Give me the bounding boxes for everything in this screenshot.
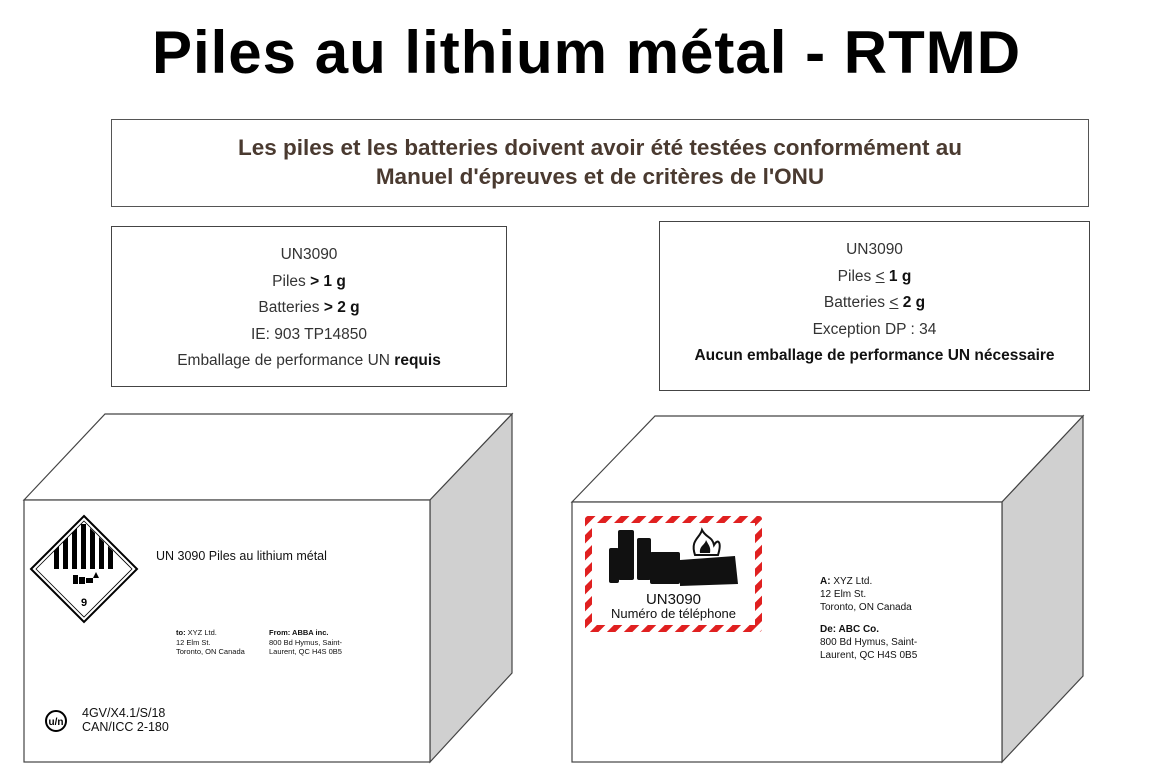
piles-limit: Piles > 1 g — [272, 272, 346, 290]
page-title: Piles au lithium métal - RTMD — [151, 19, 1022, 86]
mark-un-number: UN3090 Numéro de téléphone — [610, 591, 737, 621]
recipient-address: A: XYZ Ltd. 12 Elm St. Toronto, ON Canada — [820, 576, 912, 613]
packing-instruction: IE: 903 TP14850 — [250, 325, 368, 343]
batteries-limit: Batteries > 2 g — [258, 299, 360, 316]
un-number: UN3090 — [280, 246, 338, 263]
svg-text:u/n: u/n — [48, 717, 64, 728]
un-specification-mark: 4GV/X4.1/S/18 CAN/ICC 2-180 — [82, 706, 169, 734]
batteries-limit: Batteries < 2 g — [823, 294, 926, 311]
banner-line-1: Les piles et les batteries doivent avoir été testées conformément au — [237, 135, 962, 160]
exception-reference: Exception DP : 34 — [812, 320, 937, 338]
piles-limit: Piles < 1 g — [837, 267, 912, 285]
recipient-address: to: XYZ Ltd. 12 Elm St. Toronto, ON Canada — [176, 628, 245, 656]
packaging-requirement: Emballage de performance UN requis — [177, 352, 441, 369]
no-packaging-required: Aucun emballage de performance UN nécessaire — [694, 347, 1055, 364]
banner-line-2: Manuel d'épreuves et de critères de l'ONU — [375, 164, 825, 189]
sender-address: De: ABC Co. 800 Bd Hymus, Saint- Laurent, QC H4S 0B5 — [820, 624, 918, 661]
hazard-description-label: UN 3090 Piles au lithium métal — [156, 549, 327, 563]
sender-address: From: ABBA inc. 800 Bd Hymus, Saint- Laurent, QC H4S 0B5 — [269, 628, 342, 656]
un-number: UN3090 — [846, 241, 903, 258]
class-number: 9 — [80, 597, 88, 609]
